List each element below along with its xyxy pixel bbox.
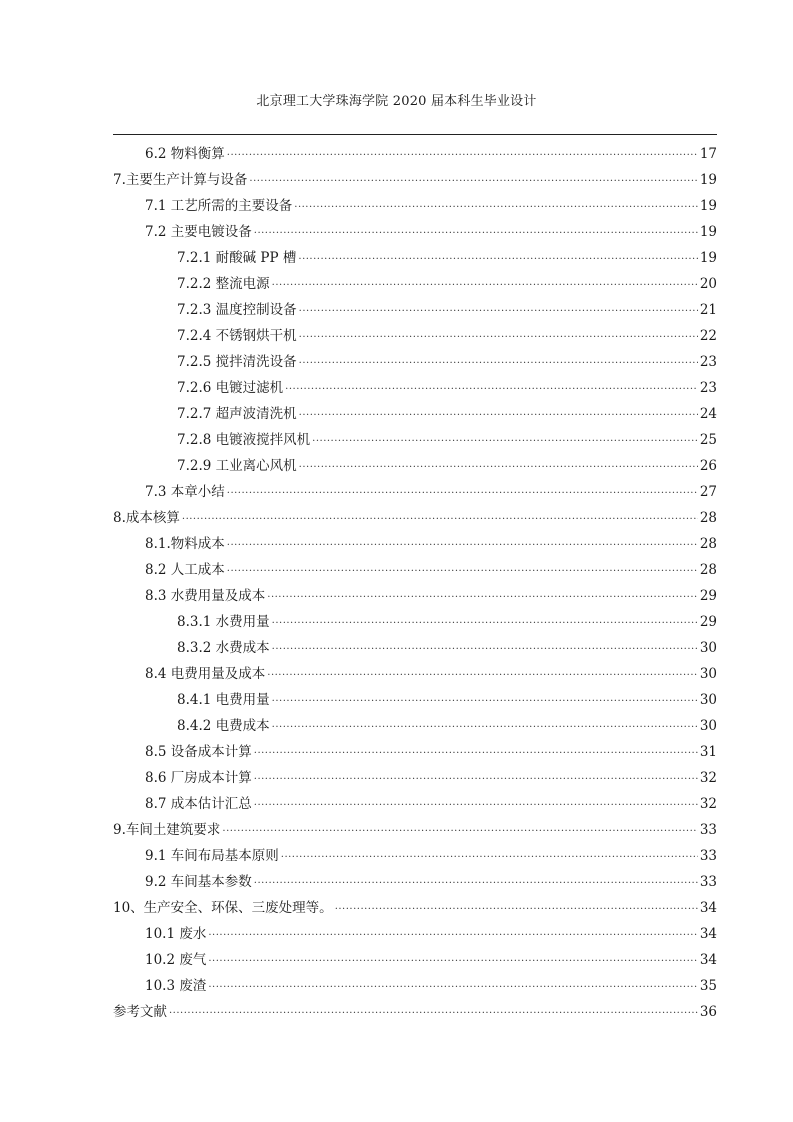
toc-dot-leader (227, 144, 698, 161)
toc-dot-leader (254, 794, 698, 811)
toc-entry-page-number: 34 (699, 926, 717, 942)
toc-entry-page-number: 29 (699, 588, 717, 604)
toc-entry-label: 8.3.1 水费用量 (177, 614, 270, 630)
toc-entry-label: 7.2 主要电镀设备 (145, 224, 252, 240)
toc-entry-label: 9.车间土建筑要求 (113, 822, 221, 838)
toc-entry[interactable] (113, 762, 717, 788)
toc-entry[interactable] (113, 658, 717, 684)
toc-entry[interactable] (113, 216, 717, 242)
page-header-title: 北京理工大学珠海学院 2020 届本科生毕业设计 (256, 94, 537, 109)
toc-entry[interactable] (113, 554, 717, 580)
toc-entry[interactable] (113, 866, 717, 892)
toc-dot-leader (299, 300, 698, 317)
toc-dot-leader (227, 534, 698, 551)
toc-dot-leader (222, 820, 697, 837)
toc-entry[interactable] (113, 606, 717, 632)
toc-entry-label: 7.1 工艺所需的主要设备 (145, 198, 293, 214)
toc-entry-label: 8.2 人工成本 (145, 562, 225, 578)
toc-entry-label: 8.3.2 水费成本 (177, 640, 270, 656)
toc-entry-label: 8.成本核算 (113, 510, 180, 526)
toc-entry-label: 8.3 水费用量及成本 (145, 588, 266, 604)
toc-entry[interactable] (113, 840, 717, 866)
toc-entry[interactable] (113, 528, 717, 554)
toc-entry[interactable] (113, 710, 717, 736)
toc-dot-leader (299, 456, 698, 473)
toc-entry-label: 10.1 废水 (145, 926, 207, 942)
toc-entry-page-number: 17 (699, 146, 717, 162)
toc-entry[interactable] (113, 918, 717, 944)
toc-entry-page-number: 19 (699, 224, 717, 240)
toc-entry-label: 8.7 成本估计汇总 (145, 796, 252, 812)
toc-entry-label: 6.2 物料衡算 (145, 146, 225, 162)
toc-entry-page-number: 36 (699, 1004, 717, 1020)
toc-entry-page-number: 20 (699, 276, 717, 292)
toc-entry-page-number: 19 (699, 250, 717, 266)
toc-entry-label: 7.2.2 整流电源 (177, 276, 270, 292)
toc-entry-label: 8.4.1 电费用量 (177, 692, 270, 708)
toc-entry[interactable] (113, 736, 717, 762)
toc-entry[interactable] (113, 294, 717, 320)
toc-entry-page-number: 28 (699, 536, 717, 552)
toc-entry-page-number: 33 (699, 822, 717, 838)
toc-dot-leader (208, 950, 697, 967)
toc-entry-page-number: 19 (699, 172, 717, 188)
toc-dot-leader (249, 170, 697, 187)
toc-entry[interactable] (113, 684, 717, 710)
table-of-contents (113, 138, 717, 1022)
toc-entry[interactable] (113, 788, 717, 814)
toc-entry[interactable] (113, 268, 717, 294)
toc-dot-leader (254, 222, 698, 239)
toc-dot-leader (299, 326, 698, 343)
toc-entry[interactable] (113, 346, 717, 372)
toc-entry[interactable] (113, 138, 717, 164)
toc-dot-leader (298, 248, 697, 265)
toc-dot-leader (227, 482, 698, 499)
toc-entry[interactable] (113, 814, 717, 840)
toc-entry-label: 7.2.8 电镀液搅拌风机 (177, 432, 311, 448)
toc-dot-leader (272, 690, 698, 707)
toc-entry-label: 7.2.3 温度控制设备 (177, 302, 297, 318)
toc-entry-page-number: 23 (699, 354, 717, 370)
toc-dot-leader (312, 430, 698, 447)
toc-dot-leader (294, 196, 698, 213)
toc-entry-page-number: 33 (699, 874, 717, 890)
toc-dot-leader (267, 586, 698, 603)
toc-entry[interactable] (113, 502, 717, 528)
toc-entry[interactable] (113, 164, 717, 190)
toc-entry-label: 7.2.5 搅拌清洗设备 (177, 354, 297, 370)
header-divider (113, 134, 717, 135)
toc-entry-page-number: 19 (699, 198, 717, 214)
toc-dot-leader (335, 898, 698, 915)
toc-entry-page-number: 28 (699, 510, 717, 526)
toc-entry-label: 7.2.4 不锈钢烘干机 (177, 328, 297, 344)
toc-entry[interactable] (113, 944, 717, 970)
toc-entry-label: 7.2.9 工业离心风机 (177, 458, 297, 474)
toc-entry-label: 7.主要生产计算与设备 (113, 172, 248, 188)
toc-dot-leader (254, 768, 698, 785)
toc-entry[interactable] (113, 892, 717, 918)
toc-entry[interactable] (113, 398, 717, 424)
toc-entry-page-number: 30 (699, 692, 717, 708)
toc-entry-page-number: 24 (699, 406, 717, 422)
toc-dot-leader (267, 664, 698, 681)
toc-entry-label: 10、生产安全、环保、三废处理等。 (113, 900, 333, 916)
toc-entry-label: 8.5 设备成本计算 (145, 744, 252, 760)
toc-entry[interactable] (113, 372, 717, 398)
toc-entry[interactable] (113, 190, 717, 216)
toc-entry[interactable] (113, 970, 717, 996)
toc-dot-leader (272, 716, 698, 733)
toc-entry-label: 7.3 本章小结 (145, 484, 225, 500)
toc-dot-leader (272, 612, 698, 629)
toc-dot-leader (169, 1002, 698, 1019)
toc-entry-page-number: 30 (699, 666, 717, 682)
toc-entry-label: 8.4 电费用量及成本 (145, 666, 266, 682)
toc-entry[interactable] (113, 476, 717, 502)
toc-dot-leader (227, 560, 698, 577)
toc-entry-label: 10.2 废气 (145, 952, 207, 968)
toc-dot-leader (272, 638, 698, 655)
toc-entry-page-number: 27 (699, 484, 717, 500)
toc-entry-page-number: 31 (699, 744, 717, 760)
toc-entry[interactable] (113, 320, 717, 346)
toc-entry-page-number: 34 (699, 900, 717, 916)
toc-dot-leader (254, 742, 698, 759)
toc-entry-label: 8.6 厂房成本计算 (145, 770, 252, 786)
toc-entry-page-number: 32 (699, 770, 717, 786)
toc-entry-page-number: 21 (699, 302, 717, 318)
toc-dot-leader (208, 976, 697, 993)
toc-entry[interactable] (113, 242, 717, 268)
toc-entry-page-number: 34 (699, 952, 717, 968)
toc-entry-page-number: 22 (699, 328, 717, 344)
toc-entry-page-number: 32 (699, 796, 717, 812)
toc-entry[interactable] (113, 424, 717, 450)
toc-dot-leader (208, 924, 697, 941)
toc-entry-page-number: 23 (699, 380, 717, 396)
toc-entry-page-number: 30 (699, 640, 717, 656)
toc-entry-label: 8.4.2 电费成本 (177, 718, 270, 734)
toc-entry-page-number: 30 (699, 718, 717, 734)
toc-dot-leader (254, 872, 698, 889)
toc-entry-label: 8.1.物料成本 (145, 536, 225, 552)
toc-entry-page-number: 28 (699, 562, 717, 578)
toc-entry-label: 10.3 废渣 (145, 978, 207, 994)
toc-dot-leader (285, 378, 698, 395)
toc-entry[interactable] (113, 632, 717, 658)
toc-entry-page-number: 35 (699, 978, 717, 994)
toc-dot-leader (182, 508, 698, 525)
toc-dot-leader (299, 352, 698, 369)
toc-dot-leader (272, 274, 698, 291)
toc-entry-page-number: 33 (699, 848, 717, 864)
toc-dot-leader (299, 404, 698, 421)
toc-entry-page-number: 29 (699, 614, 717, 630)
toc-entry-page-number: 25 (699, 432, 717, 448)
toc-dot-leader (281, 846, 698, 863)
toc-entry-label: 参考文献 (113, 1004, 167, 1020)
toc-entry-label: 9.1 车间布局基本原则 (145, 848, 279, 864)
toc-entry[interactable] (113, 450, 717, 476)
toc-entry-label: 7.2.6 电镀过滤机 (177, 380, 284, 396)
toc-entry-label: 9.2 车间基本参数 (145, 874, 252, 890)
toc-entry-page-number: 26 (699, 458, 717, 474)
toc-entry[interactable] (113, 996, 717, 1022)
toc-entry-label: 7.2.7 超声波清洗机 (177, 406, 297, 422)
toc-entry[interactable] (113, 580, 717, 606)
toc-entry-label: 7.2.1 耐酸碱 PP 槽 (177, 250, 297, 266)
